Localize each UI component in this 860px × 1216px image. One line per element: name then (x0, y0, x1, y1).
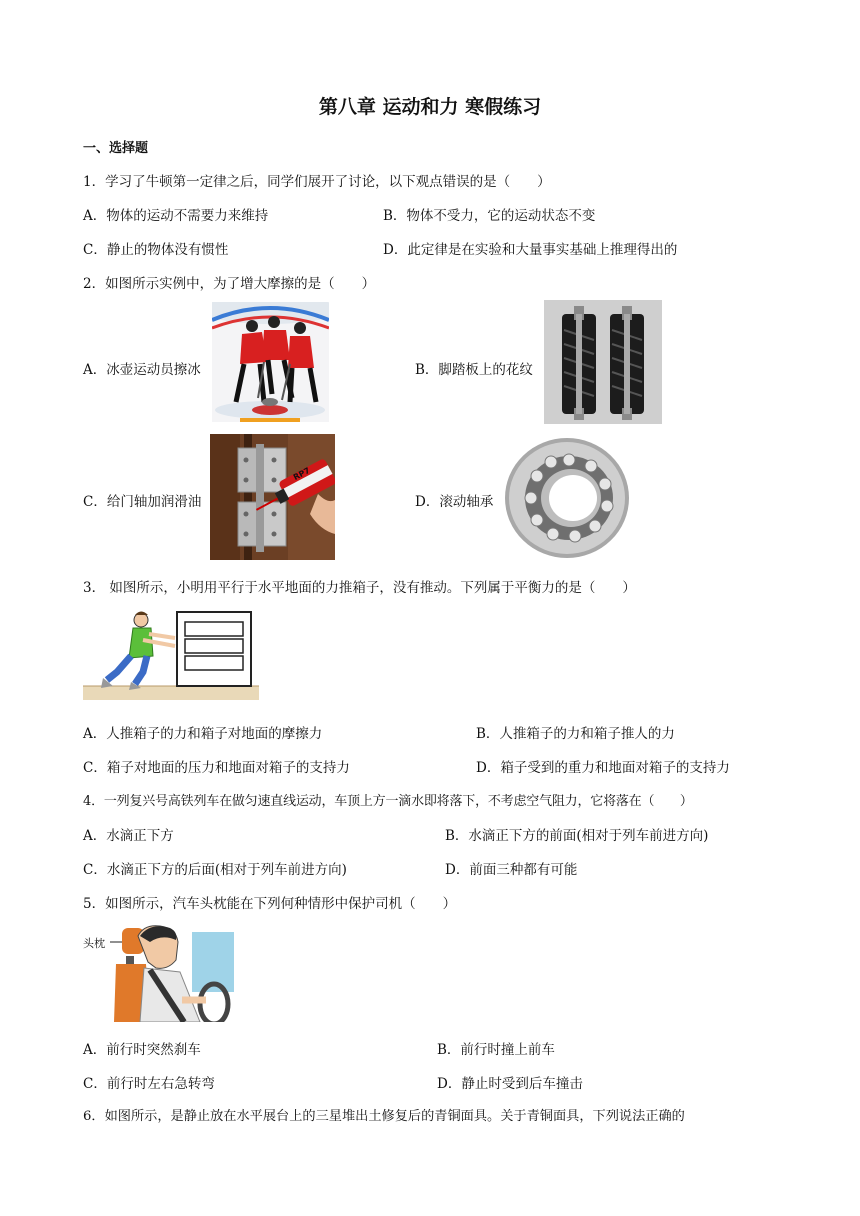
question-6-stem: 6．如图所示，是静止放在水平展台上的三星堆出土修复后的青铜面具。关于青铜面具，下列说法正确的 (83, 1109, 685, 1124)
headrest-image (110, 922, 234, 1022)
page-title: 第八章 运动和力 寒假练习 (318, 96, 542, 118)
question-3-option-b: B．人推箱子的力和箱子推人的力 (476, 726, 675, 742)
question-1-option-a: A．物体的运动不需要力来维持 (83, 208, 269, 224)
question-4-option-c: C．水滴正下方的后面(相对于列车前进方向) (83, 862, 347, 878)
question-1-stem: 1．学习了牛顿第一定律之后，同学们展开了讨论，以下观点错误的是（ ） (83, 174, 551, 190)
question-3-option-d: D．箱子受到的重力和地面对箱子的支持力 (476, 760, 730, 776)
question-3-stem: 3． 如图所示，小明用平行于水平地面的力推箱子，没有推动。下列属于平衡力的是（ ） (83, 580, 636, 596)
question-5-stem: 5．如图所示，汽车头枕能在下列何种情形中保护司机（ ） (83, 896, 457, 912)
question-1-option-b: B．物体不受力，它的运动状态不变 (383, 208, 596, 224)
question-2-stem: 2．如图所示实例中，为了增大摩擦的是（ ） (83, 276, 376, 292)
question-5-option-b: B．前行时撞上前车 (437, 1042, 555, 1058)
question-5-option-d: D．静止时受到后车撞击 (437, 1076, 583, 1092)
question-3-option-c: C．箱子对地面的压力和地面对箱子的支持力 (83, 760, 350, 776)
question-5-option-a: A．前行时突然刹车 (83, 1042, 201, 1058)
question-4-stem: 4．一列复兴号高铁列车在做匀速直线运动，车顶上方一滴水即将落下，不考虑空气阻力，它将落在（ ） (83, 794, 693, 809)
question-2-option-c: C．给门轴加润滑油 (83, 494, 202, 510)
question-1-option-d: D．此定律是在实验和大量事实基础上推理得出的 (383, 242, 678, 258)
question-5-option-c: C．前行时左右急转弯 (83, 1076, 215, 1092)
question-2-option-a: A．冰壶运动员擦冰 (83, 362, 201, 378)
question-3-option-a: A．人推箱子的力和箱子对地面的摩擦力 (83, 726, 323, 742)
curling-image (212, 302, 329, 422)
question-2-option-d: D．滚动轴承 (415, 494, 494, 510)
ball-bearing-image (497, 432, 635, 562)
section-heading: 一、选择题 (83, 141, 149, 156)
headrest-label: 头枕 (83, 937, 105, 950)
push-box-image (83, 606, 259, 700)
question-4-option-a: A．水滴正下方 (83, 828, 174, 844)
spray-can-label: RP7 (291, 465, 312, 482)
question-2-option-b: B．脚踏板上的花纹 (415, 362, 533, 378)
question-4-option-b: B．水滴正下方的前面(相对于列车前进方向) (445, 828, 709, 844)
question-1-option-c: C．静止的物体没有惯性 (83, 242, 229, 258)
door-hinge-oil-image (210, 434, 335, 560)
question-4-option-d: D．前面三种都有可能 (445, 862, 578, 878)
bicycle-pedal-image (544, 300, 662, 424)
